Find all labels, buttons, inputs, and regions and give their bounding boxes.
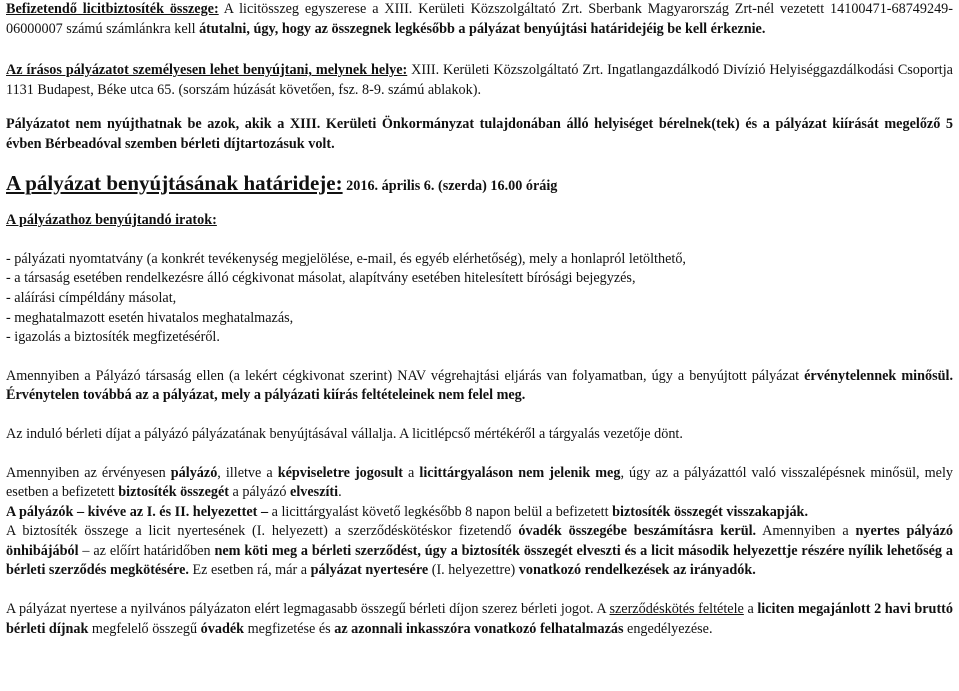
no-show-paragraph: Amennyiben az érvényesen pályázó, illetve a képviseletre jogosult a licittárgyaláson nem jelenik meg, úgy az a pályázattól való visszalépésnek minősül, mely esetben a befizetett biztosíték összegét a pályázó elveszíti. bbox=[6, 464, 953, 501]
submission-place-paragraph: Az írásos pályázatot személyesen lehet benyújtani, melynek helye: XIII. Kerületi Közszolgáltató Zrt. Ingatlangazdálkodó Divízió Helyiséggazdálkodási Csoportja 1131 Budapest, Béke utca 65. (sorszám húzását követően, fsz. 8-9. számú ablakok). bbox=[6, 62, 953, 98]
invalidity-paragraph: Amennyiben a Pályázó társaság ellen (a lekért cégkivonat szerint) NAV végrehajtási eljárás van folyamatban, úgy a benyújtott pályázat érvénytelennek minősül. Érvénytelen továbbá az a pályázat, mely a pályázati kiírás feltételeinek nem felel meg. bbox=[6, 367, 954, 404]
deadline-date: 2016. április 6. (szerda) 16.00 óráig bbox=[342, 177, 558, 194]
list-item: - pályázati nyomtatvány (a konkrét tevékenység megjelölése, e-mail, és egyéb elérhetőség), mely a honlapról letölthető, bbox=[6, 250, 686, 267]
required-docs-heading: A pályázathoz benyújtandó iratok: bbox=[6, 212, 217, 229]
winner-paragraph: A pályázat nyertese a nyilvános pályázaton elért legmagasabb összegű bérleti díjon szerez bérleti jogot. A szerződéskötés feltétele a liciten megajánlott 2 havi bruttó bérleti díjnak megfelelő összegű óvadék megfizetése és az azonnali inkasszóra vonatkozó felhatalmazás engedélyezése. bbox=[6, 601, 953, 637]
deadline-line bbox=[6, 170, 953, 197]
deposit-credit-paragraph: A biztosíték összege a licit nyertesének (I. helyezett) a szerződéskötéskor fizetendő óvadék összegébe beszámításra kerül. Amennyiben a nyertes pályázó önhibájából – az előírt határidőben nem köti meg a bérleti szerződést, úgy a biztosíték összegét elveszti és a licit második helyezettje részére nyílik lehetőség a bérleti szerződés megkötésére. Ez esetben rá, már a pályázat nyertesére (I. helyezettre) vonatkozó rendelkezések az irányadók. bbox=[6, 523, 953, 579]
list-item: - meghatalmazott esetén hivatalos meghatalmazás, bbox=[6, 309, 294, 326]
deposit-paragraph: Befizetendő licitbiztosíték összege: A licitösszeg egyszerese a XIII. Kerületi Közszolgáltató Zrt. Sberbank Magyarország Zrt-nél vezetett 14100471-68749249-06000007 számú számlánkra kell átutalni, úgy, hogy az összegnek legkésőbb a pályázat benyújtási határidejéig be kell érkeznie. bbox=[6, 1, 953, 37]
exclusion-paragraph: Pályázatot nem nyújthatnak be azok, akik a XIII. Kerületi Önkormányzat tulajdonában álló helyiséget bérelnek(tek) és a pályázat kiírását megelőző 5 évben Bérbeadóval szemben bérleti díjtartozásuk volt. bbox=[6, 116, 953, 152]
deadline-title: A pályázat benyújtásának határideje: bbox=[6, 170, 343, 195]
list-item: - igazolás a biztosíték megfizetéséről. bbox=[6, 329, 220, 346]
required-docs-list bbox=[6, 250, 953, 348]
list-item: - aláírási címpéldány másolat, bbox=[6, 289, 177, 306]
refund-paragraph: A pályázók – kivéve az I. és II. helyezettet – a licittárgyalást követő legkésőbb 8 napon belül a befizetett biztosíték összegét visszakapják. bbox=[6, 503, 808, 520]
starting-fee-paragraph: Az induló bérleti díjat a pályázó pályázatának benyújtásával vállalja. A licitlépcső mértékéről a tárgyalás vezetője dönt. bbox=[6, 425, 683, 442]
deposit-label: Befizetendő licitbiztosíték összege: bbox=[6, 1, 219, 17]
list-item: - a társaság esetében rendelkezésre álló cégkivonat másolat, alapítvány esetében hitelesített bírósági bejegyzés, bbox=[6, 270, 636, 287]
submission-place-label: Az írásos pályázatot személyesen lehet benyújtani, melynek helye: bbox=[6, 62, 408, 79]
